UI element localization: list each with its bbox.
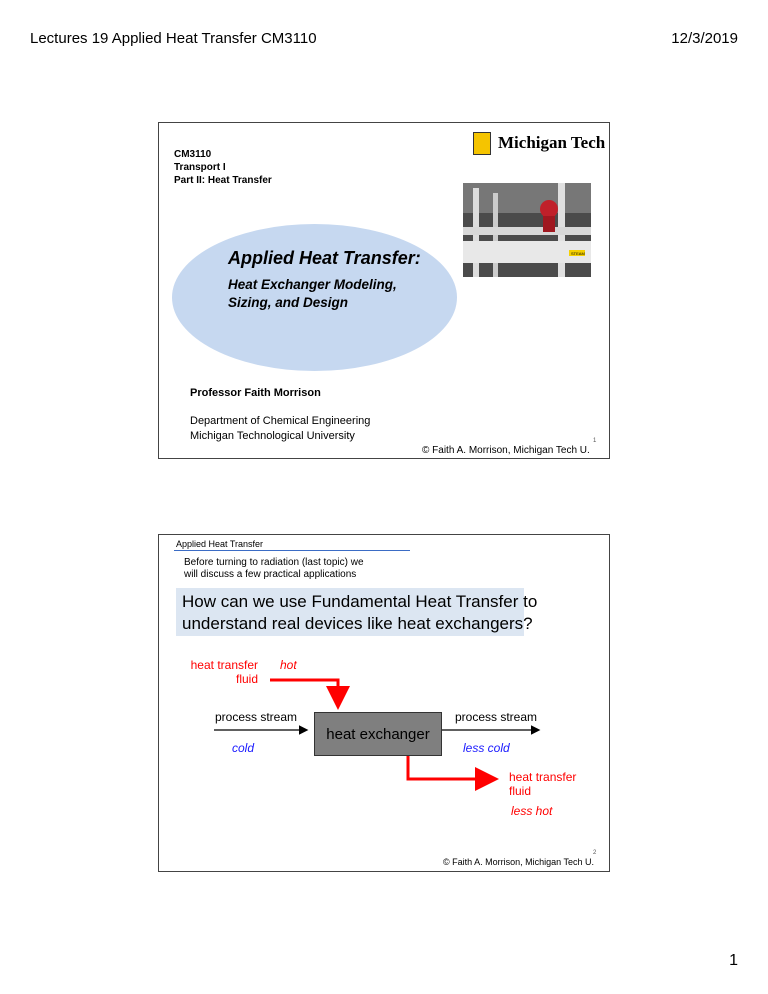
page-header-date: 12/3/2019 <box>671 30 738 47</box>
page-header-title: Lectures 19 Applied Heat Transfer CM3110 <box>30 30 317 47</box>
hot-label: hot <box>280 658 297 672</box>
htf-outlet-label <box>509 770 576 798</box>
hot-fluid-outlet-arrow <box>408 756 493 779</box>
slide-1-number: 1 <box>593 438 597 444</box>
hot-fluid-inlet-arrow <box>270 680 338 704</box>
intro-line-2: will discuss a few practical applications <box>184 569 357 580</box>
question-line-1: How can we use Fundamental Heat Transfer to <box>182 592 538 611</box>
htf-outlet-line-1: heat transfer <box>509 770 577 784</box>
htf-inlet-line-2: fluid <box>235 672 258 686</box>
htf-inlet-line-1: heat transfer <box>190 658 258 672</box>
logo-text: Michigan Tech <box>498 133 606 152</box>
intro-line-1: Before turning to radiation (last topic) we <box>184 557 364 568</box>
university: Michigan Technological University <box>190 430 355 442</box>
professor-name: Professor Faith Morrison <box>190 387 321 399</box>
question-line-2: understand real devices like heat exchangers? <box>182 614 533 633</box>
heat-exchanger-box: heat exchanger <box>314 712 442 756</box>
process-outlet-label: process stream <box>455 710 538 724</box>
subtitle-line-1: Heat Exchanger Modeling, <box>228 277 397 292</box>
course-code: CM3110 <box>174 149 212 160</box>
htf-outlet-line-2: fluid <box>509 784 532 798</box>
htf-inlet-label <box>188 658 258 686</box>
course-subtitle-2: Part II: Heat Transfer <box>174 175 272 186</box>
course-subtitle-1: Transport I <box>174 162 226 173</box>
slide-2-header: Applied Heat Transfer <box>176 539 264 549</box>
department: Department of Chemical Engineering <box>190 415 371 427</box>
subtitle-line-2: Sizing, and Design <box>228 295 349 310</box>
slide-2-number: 2 <box>593 850 597 856</box>
page-number: 1 <box>729 952 738 969</box>
slide-1-copyright: © Faith A. Morrison, Michigan Tech U. <box>422 445 590 456</box>
process-inlet-label: process stream <box>215 710 298 724</box>
steam-sign: STEAM <box>571 251 585 256</box>
cold-label: cold <box>232 741 255 755</box>
slide-1-title: Applied Heat Transfer: <box>228 248 421 268</box>
slide-2-copyright: © Faith A. Morrison, Michigan Tech U. <box>443 857 595 867</box>
less-hot-label: less hot <box>511 804 553 818</box>
less-cold-label: less cold <box>463 741 510 755</box>
